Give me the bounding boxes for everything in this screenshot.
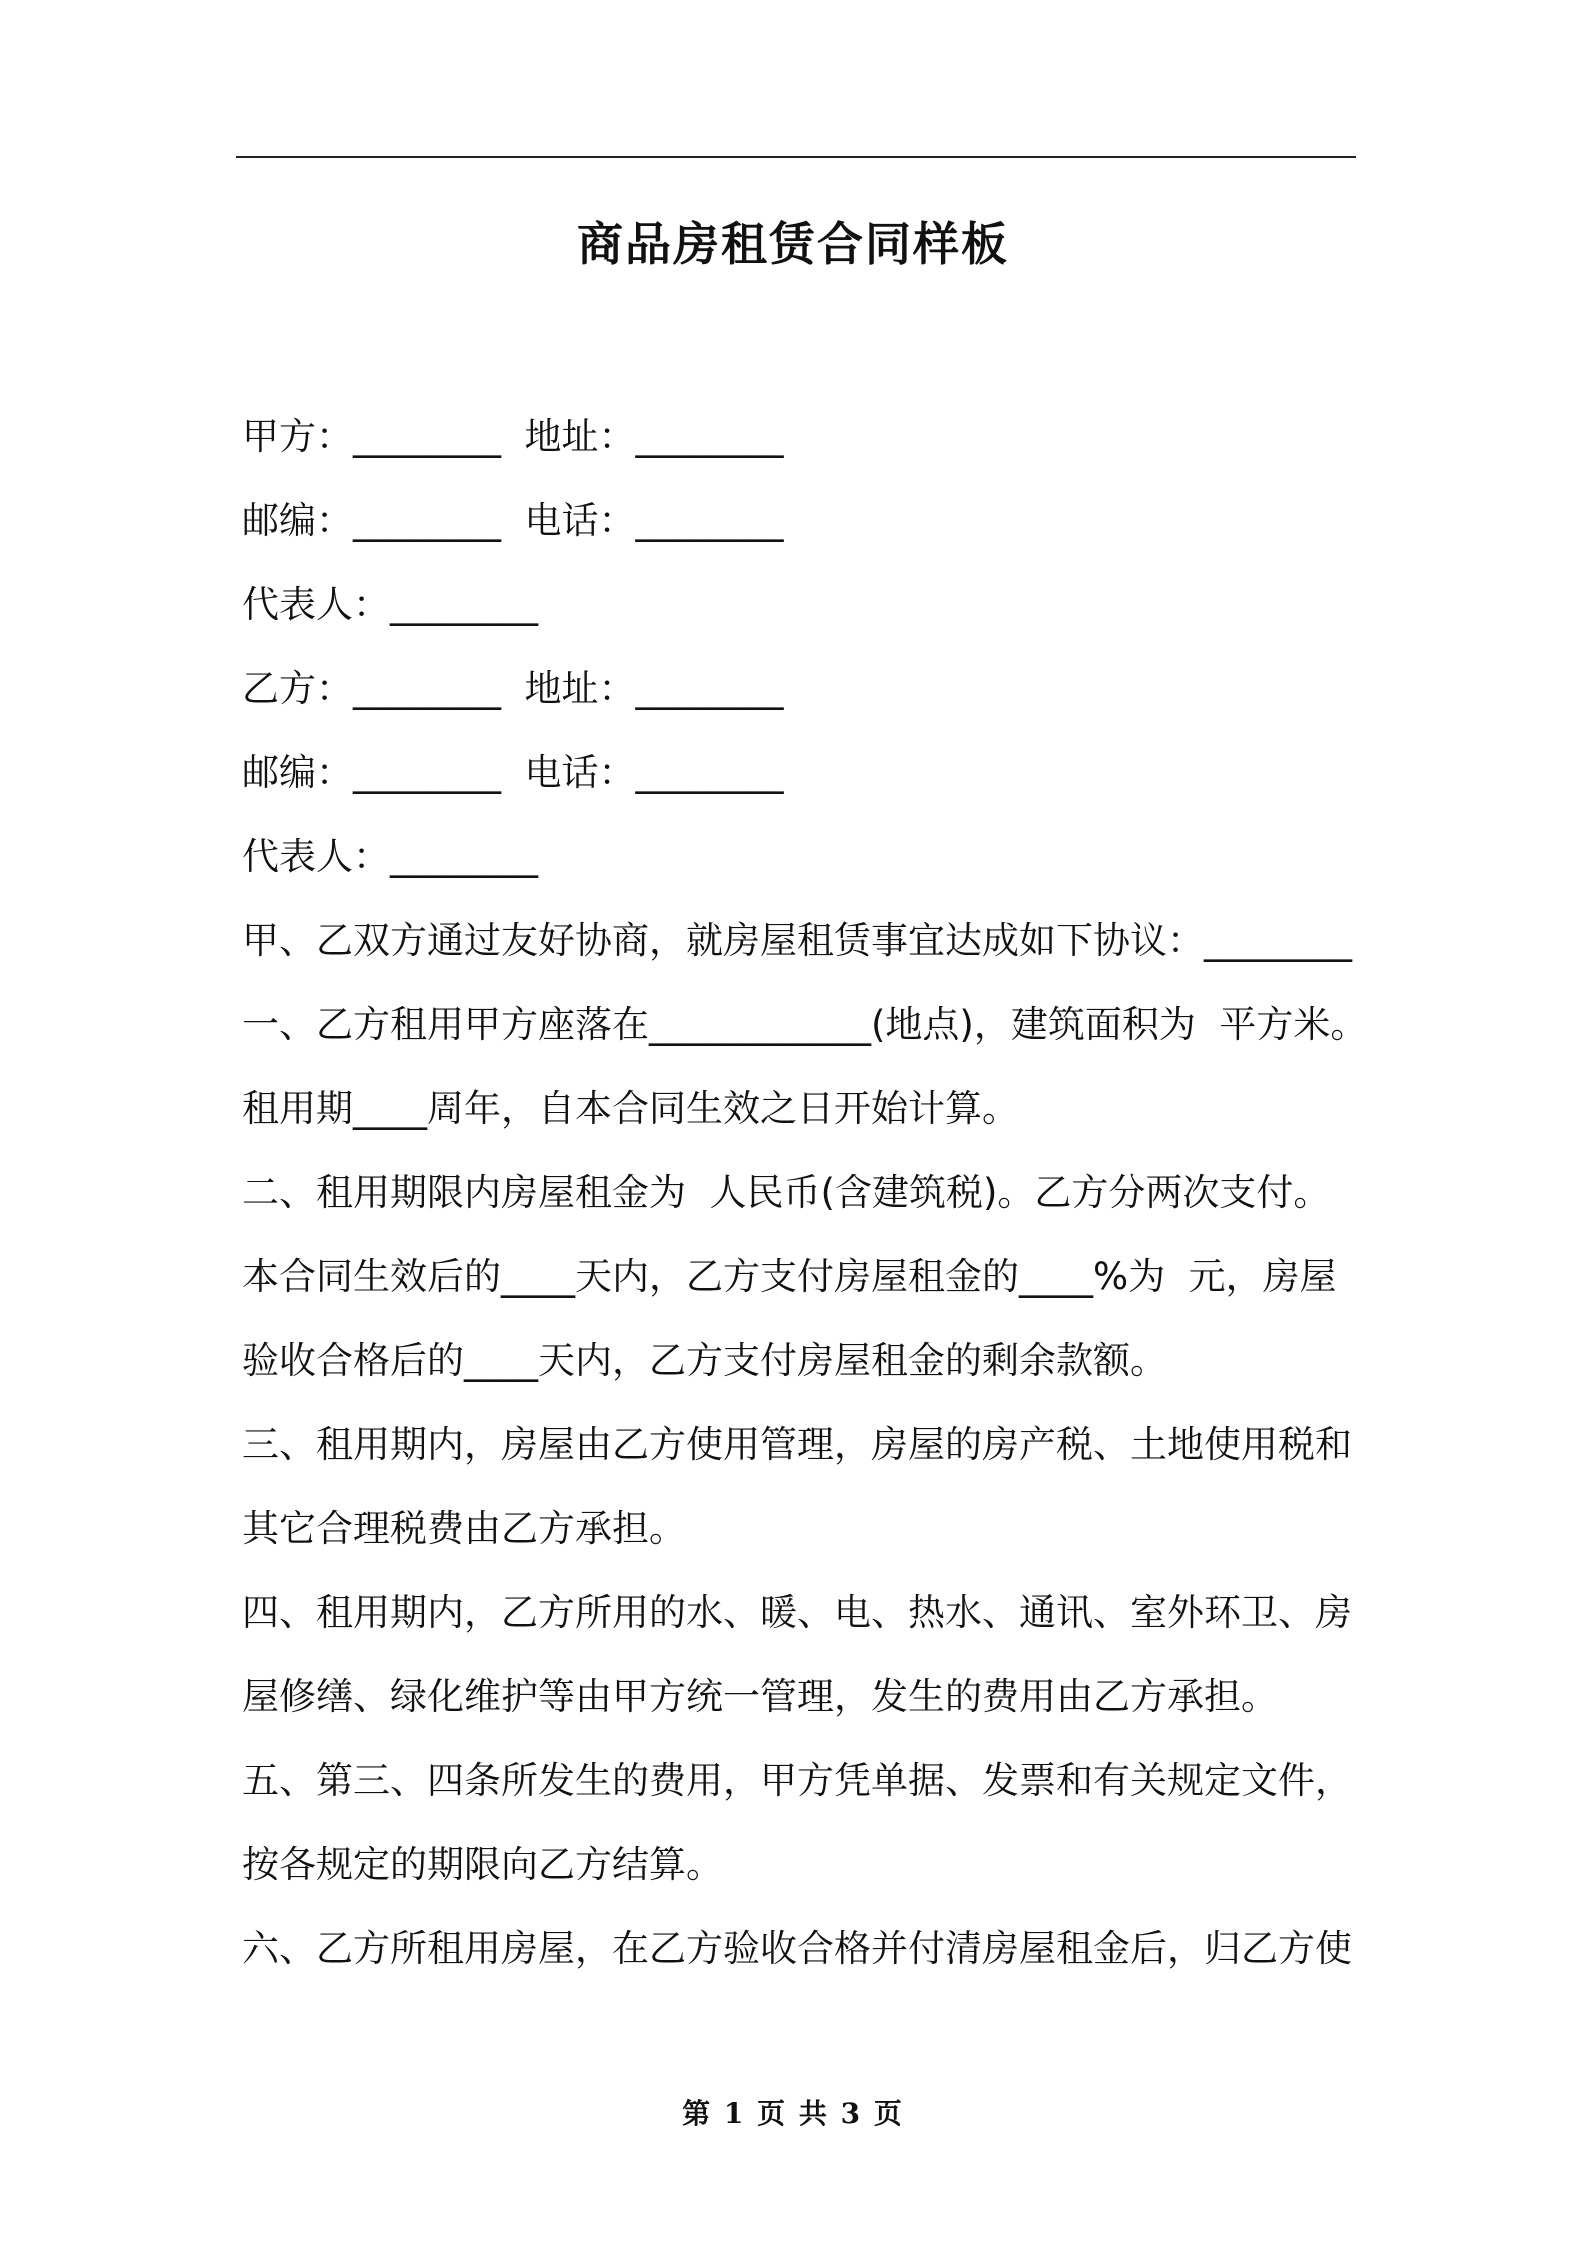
clause-2-line-3: 验收合格后的____天内，乙方支付房屋租金的剩余款额。 [242,1339,1167,1382]
clause-4-line-1: 四、租用期内，乙方所用的水、暖、电、热水、通讯、室外环卫、房 [242,1591,1352,1634]
clause-5-line-2: 按各规定的期限向乙方结算。 [242,1843,723,1886]
clause-2-line-1: 二、租用期限内房屋租金为 人民币(含建筑税)。乙方分两次支付。 [242,1171,1331,1214]
document-title: 商品房租赁合同样板 [577,217,1009,271]
party-a-postcode-phone: 邮编：________ 电话：________ [242,499,784,542]
clause-4-line-2: 屋修缮、绿化维护等由甲方统一管理，发生的费用由乙方承担。 [242,1675,1278,1718]
party-b-name-address: 乙方：________ 地址：________ [242,667,784,710]
party-b-postcode-phone: 邮编：________ 电话：________ [242,751,784,794]
contract-body [242,408,1368,2004]
clause-5-line-1: 五、第三、四条所发生的费用，甲方凭单据、发票和有关规定文件， [242,1759,1352,1802]
clause-6-line-1: 六、乙方所租用房屋，在乙方验收合格并付清房屋租金后，归乙方使 [242,1927,1352,1970]
clause-1-line-2: 租用期____周年，自本合同生效之日开始计算。 [242,1087,1019,1130]
party-a-name-address: 甲方：________ 地址：________ [242,415,784,458]
header-rule [236,156,1356,158]
party-b-representative: 代表人：________ [242,835,538,878]
clause-3-line-1: 三、租用期内，房屋由乙方使用管理，房屋的房产税、土地使用税和 [242,1423,1352,1466]
agreement-intro: 甲、乙双方通过友好协商，就房屋租赁事宜达成如下协议：________ [242,919,1352,962]
clause-1-line-1: 一、乙方租用甲方座落在____________(地点)，建筑面积为 平方米。 [242,1003,1368,1046]
party-a-representative: 代表人：________ [242,583,538,626]
clause-3-line-2: 其它合理税费由乙方承担。 [242,1507,686,1550]
page-number: 第 1 页 共 3 页 [682,2097,904,2130]
clause-2-line-2: 本合同生效后的____天内，乙方支付房屋租金的____%为 元，房屋 [242,1255,1337,1298]
